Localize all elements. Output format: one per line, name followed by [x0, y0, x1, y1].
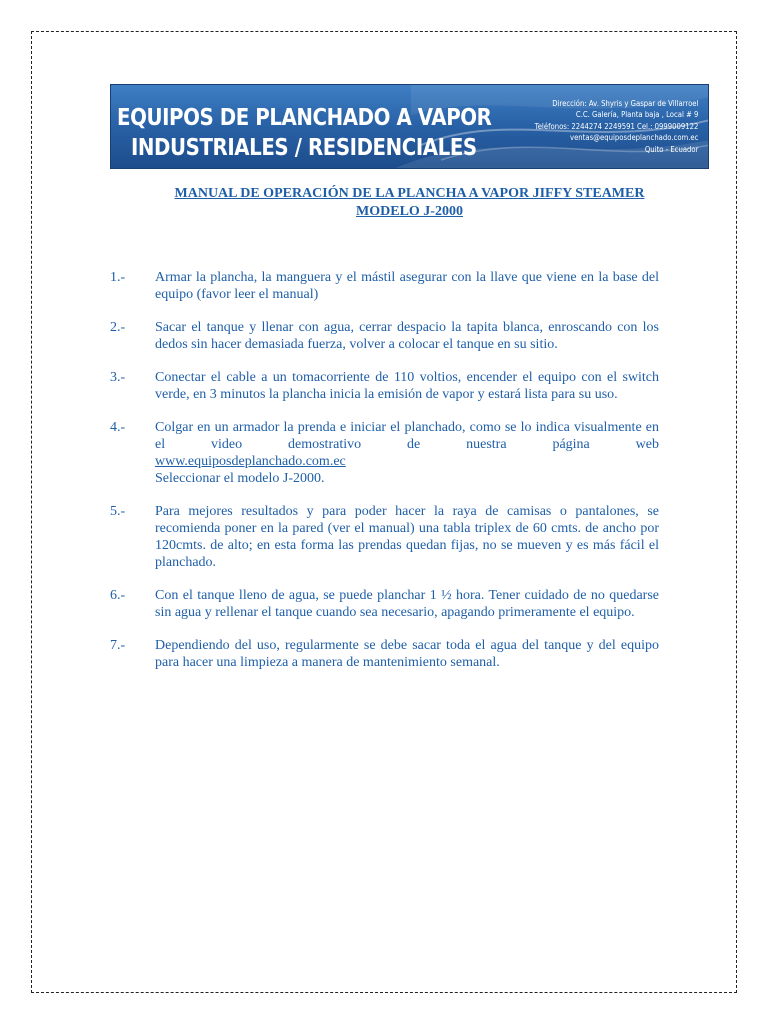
step-item	[110, 369, 659, 403]
website-link[interactable]: www.equiposdeplanchado.com.ec	[155, 454, 346, 469]
step-number: 5.-	[110, 504, 126, 519]
step-item	[110, 419, 659, 487]
step-number: 7.-	[110, 638, 126, 653]
contact-address: Dirección: Av. Shyris y Gaspar de Villarroel	[551, 99, 698, 108]
step-item	[110, 637, 659, 671]
contact-email: ventas@equiposdeplanchado.com.ec	[569, 133, 698, 143]
contact-location: C.C. Galería, Planta baja , Local # 9	[575, 110, 698, 120]
step-text: Con el tanque lleno de agua, se puede planchar 1 ½ hora. Tener cuidado de no quedarse sin agua y rellenar el tanque cuando sea necesario, apagando primeramente el equipo.	[155, 588, 659, 620]
contact-phones: Teléfonos: 2244274 2249591 Cel.: 0999009122	[534, 121, 698, 131]
step-item	[110, 587, 659, 621]
step-text: Armar la plancha, la manguera y el mástil asegurar con la llave que viene en la base del equipo (favor leer el manual)	[155, 270, 659, 302]
step-number: 1.-	[110, 270, 126, 285]
contact-city: Quito - Ecuador	[644, 144, 698, 154]
heading-line1: MANUAL DE OPERACIÓN DE LA PLANCHA A VAPOR JIFFY STEAMER	[174, 186, 645, 201]
step-item	[110, 503, 659, 571]
banner-title-line1: EQUIPOS DE PLANCHADO A VAPOR	[117, 105, 492, 131]
contact-block	[508, 98, 698, 155]
step-number: 2.-	[110, 320, 126, 335]
step-number: 4.-	[110, 420, 126, 435]
step-text: Conectar el cable a un tomacorriente de 110 voltios, encender el equipo con el switch verde, en 3 minutos la plancha inicia la emisión de vapor y estará lista para su uso.	[155, 370, 659, 402]
step-text: Colgar en un armador la prenda e iniciar el planchado, como se lo indica visualmente en el video demostrativo de nuestra página web	[155, 420, 659, 452]
steps-list	[110, 269, 659, 687]
heading-line2: MODELO J-2000	[356, 204, 463, 219]
banner-title-line2: INDUSTRIALES / RESIDENCIALES	[131, 135, 477, 161]
step-text: Para mejores resultados y para poder hacer la raya de camisas o pantalones, se recomienda poner en la pared (ver el manual) una tabla triplex de 60 cmts. de ancho por 120cmts. de alto; en esta forma las prendas quedan fijas, no se mueven y es más fácil el planchado.	[155, 504, 659, 570]
step-text: Dependiendo del uso, regularmente se debe sacar toda el agua del tanque y del equipo para hacer una limpieza a manera de mantenimiento semanal.	[155, 638, 659, 670]
document-heading	[110, 185, 709, 221]
step-number: 3.-	[110, 370, 126, 385]
step-text: Sacar el tanque y llenar con agua, cerrar despacio la tapita blanca, enroscando con los dedos sin hacer demasiada fuerza, volver a colocar el tanque en su sitio.	[155, 320, 659, 352]
step-number: 6.-	[110, 588, 126, 603]
step-item	[110, 319, 659, 353]
step-item	[110, 269, 659, 303]
company-banner	[110, 84, 709, 169]
step-text-block	[155, 419, 659, 487]
step-extra-text: Seleccionar el modelo J-2000.	[155, 471, 325, 486]
